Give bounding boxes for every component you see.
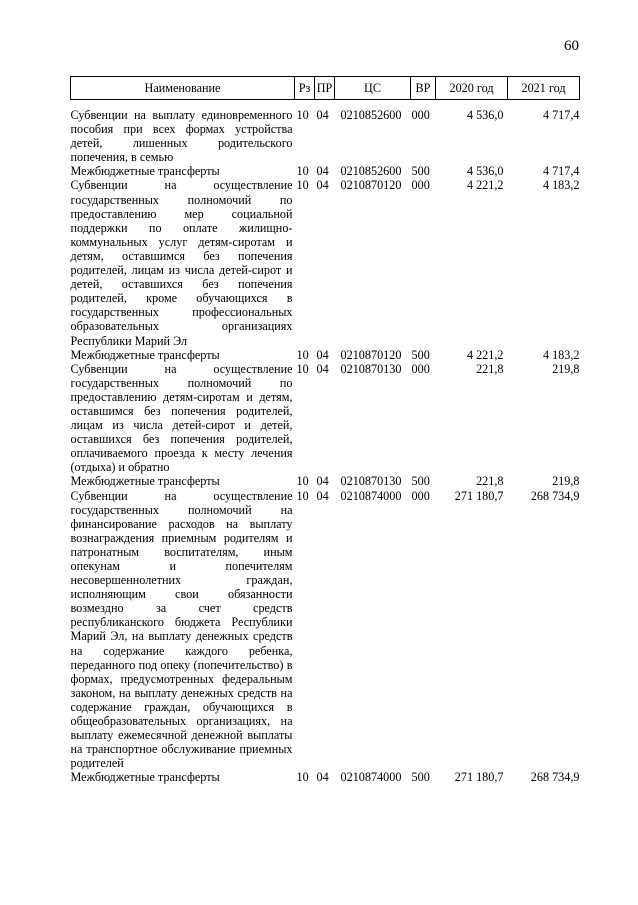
cell-y2021: 268 734,9 [530,770,580,785]
page-number: 60 [564,38,579,54]
cell-name: Межбюджетные трансферты [70,347,220,362]
budget-table [70,76,580,785]
cell-y2020: 221,8 [476,361,504,376]
table-row [71,348,580,362]
cell-pr: 04 [316,770,329,785]
cell-vr: 500 [411,347,430,362]
cell-y2021: 4 717,4 [542,108,580,122]
cell-pr: 04 [316,178,329,193]
cell-y2020: 4 221,2 [466,178,504,193]
table-row [71,770,580,784]
table-row [71,489,580,771]
cell-y2020: 271 180,7 [454,488,504,503]
cell-y2020: 4 536,0 [466,164,504,179]
cell-name: Субвенции на осуществление государственных полномочий по предоставлению детям-сиротам и детям, оставшимся без попечения родителей, лицам из числа детей-сирот и детей, оставшихся без попечения родителей, оплачиваемого проезда к месту лечения (отдыха) и обратно [70,361,293,475]
header-2021: 2021 год [508,77,580,100]
header-vr: ВР [411,77,436,100]
cell-y2021: 268 734,9 [530,488,580,503]
cell-cs: 0210852600 [340,108,402,122]
cell-name: Межбюджетные трансферты [70,164,220,179]
header-name: Наименование [71,77,295,100]
cell-pr: 04 [316,108,329,122]
cell-pr: 04 [316,474,329,489]
table-row [71,178,580,347]
header-rz: Рз [295,77,315,100]
cell-y2021: 4 717,4 [542,164,580,179]
cell-name: Межбюджетные трансферты [70,474,220,489]
cell-vr: 000 [411,488,430,503]
cell-cs: 0210870120 [340,347,402,362]
cell-y2020: 4 221,2 [466,347,504,362]
table-row [71,474,580,488]
cell-pr: 04 [316,361,329,376]
cell-cs: 0210874000 [340,488,402,503]
cell-y2020: 4 536,0 [466,108,504,122]
cell-vr: 000 [411,361,430,376]
cell-cs: 0210870130 [340,474,402,489]
cell-cs: 0210852600 [340,164,402,179]
table-row [71,164,580,178]
cell-name: Субвенции на выплату единовременного пособия при всех формах устройства детей, лишенных родительского попечения, в семью [70,108,293,165]
cell-rz: 10 [296,488,309,503]
cell-pr: 04 [316,488,329,503]
cell-vr: 000 [411,108,430,122]
cell-y2020: 271 180,7 [454,770,504,785]
header-2020: 2020 год [436,77,508,100]
cell-pr: 04 [316,347,329,362]
table-header-row [71,77,580,100]
cell-y2021: 4 183,2 [542,178,580,193]
cell-y2021: 219,8 [552,361,580,376]
cell-rz: 10 [296,178,309,193]
cell-y2021: 4 183,2 [542,347,580,362]
cell-vr: 500 [411,164,430,179]
header-pr: ПР [315,77,335,100]
cell-rz: 10 [296,474,309,489]
cell-vr: 500 [411,770,430,785]
cell-pr: 04 [316,164,329,179]
cell-name: Субвенции на осуществление государственных полномочий по предоставлению мер социальной поддержки по оплате жилищно-коммунальных услуг детям-сиротам и детям, оставшимся без попечения родителей, лицам из числа детей-сирот и детей, оставшихся без попечения родителей, кроме обучающихся в государственных профессиональных образовательных организациях Республики Марий Эл [70,178,293,348]
cell-vr: 500 [411,474,430,489]
table-row [71,108,580,164]
cell-rz: 10 [296,347,309,362]
cell-rz: 10 [296,164,309,179]
cell-y2020: 221,8 [476,474,504,489]
cell-cs: 0210870120 [340,178,402,193]
cell-y2021: 219,8 [552,474,580,489]
cell-name: Субвенции на осуществление государственных полномочий на финансирование расходов на выплату вознаграждения приемным родителям и патронатным воспитателям, иным опекунам и попечителям несовершеннолетних граждан, исполняющим свои обязанности возмездно за счет средств республиканского бюджета Республики Марий Эл, на выплату денежных средств на содержание каждого ребенка, переданного под опеку (попечительство) в формах, предусмотренных федеральным законом, на выплату денежных средств на содержание граждан, обучающихся в общеобразовательных организациях, на выплату ежемесячной денежной выплаты на транспортное обслуживание приемных родителей [70,488,293,771]
cell-rz: 10 [296,108,309,122]
header-cs: ЦС [335,77,411,100]
cell-vr: 000 [411,178,430,193]
table-body [71,108,580,785]
cell-rz: 10 [296,361,309,376]
cell-cs: 0210874000 [340,770,402,785]
cell-name: Межбюджетные трансферты [70,770,220,785]
table-row [71,362,580,475]
cell-rz: 10 [296,770,309,785]
cell-cs: 0210870130 [340,361,402,376]
